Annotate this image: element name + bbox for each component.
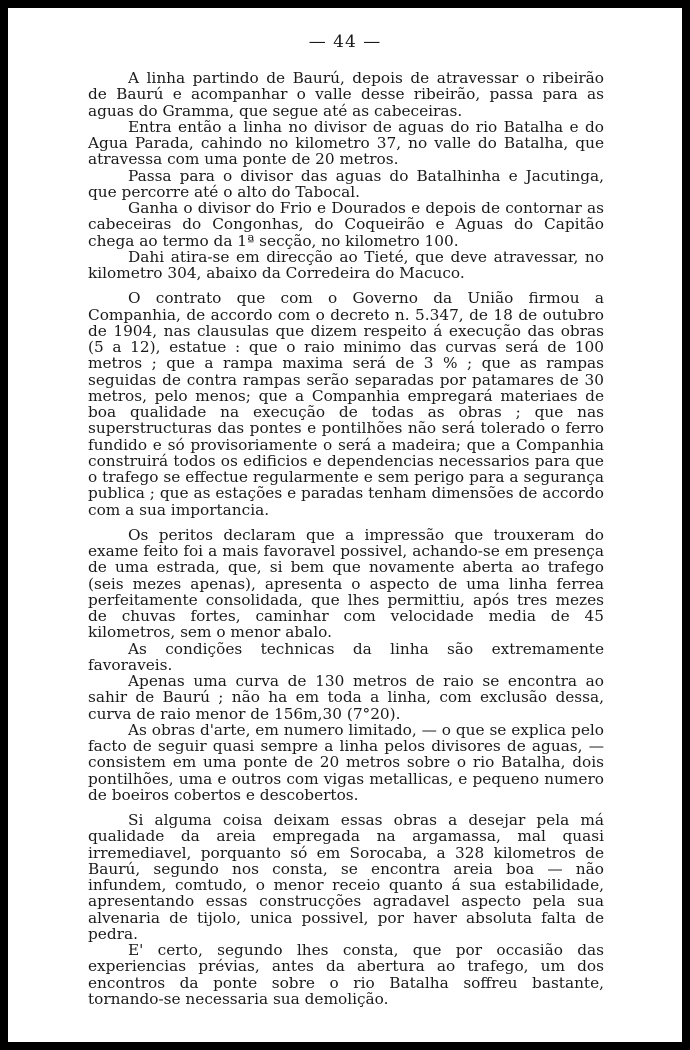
paragraph-technical-conditions: As condições technicas da linha são extremamente favoraveis.	[88, 639, 604, 674]
paragraph-contract: O contrato que com o Governo da União firmou a Companhia, de accordo com o decreto n. 5.347, de 18 de outubro de 1904, nas clausulas que dizem respeito á execução das obras (5 a 12), estatue : que o raio minimo das curvas será de 100 metros ; que a rampa maxima será de 3 % ; que as rampas seguidas de contra rampas serão separadas por patamares de 30 metros, pelo menos; que a Companhia empregará materiaes de boa qualidade na execução de todas as obras ; que nas superstructuras das pontes e pontilhões não será tolerado o ferro fundido e só provisoriamente o será a madeira; que a Companhia construirá todos os edificios e dependencias necessarios para que o trafego se effectue regularmente e sem perigo para a segurança publica ; que as estações e paradas tenham dimensões de accordo com a sua importancia.	[88, 289, 604, 519]
paragraph-curves: Apenas uma curva de 130 metros de raio se encontra ao sahir de Baurú ; não ha em toda a linha, com exclusão dessa, curva de raio menor de 156m,30 (7°20).	[88, 672, 604, 723]
body-text	[88, 70, 604, 1007]
paragraph-route-batalha: Entra então a linha no divisor de aguas do rio Batalha e do Agua Parada, cahindo no kilometro 37, no valle do Batalha, que atravessa com uma ponte de 20 metros.	[88, 117, 604, 169]
paragraph-bridge-demolition: E' certo, segundo lhes consta, que por occasião das experiencias prévias, antes da abertura ao trafego, um dos encontros da ponte sobre o rio Batalha soffreu bastante, tornando-se necessaria sua demolição.	[88, 941, 604, 1008]
paragraph-sand-quality: Si alguma coisa deixam essas obras a desejar pela má qualidade da areia empregada na argamassa, mal quasi irremediavel, porquanto só em Sorocaba, a 328 kilometros de Baurú, segundo nos consta, se encontra areia boa — não infundem, comtudo, o menor receio quanto á sua estabilidade, apresentando essas construcções agradavel aspecto pela sua alvenaria de tijolo, unica possivel, por haver absoluta falta de pedra.	[88, 811, 604, 943]
document-page	[8, 8, 682, 1042]
paragraph-route-tabocal: Passa para o divisor das aguas do Batalhinha e Jacutinga, que percorre até o alto do Tabocal.	[88, 166, 604, 201]
paragraph-route-bauru: A linha partindo de Baurú, depois de atravessar o ribeirão de Baurú e acompanhar o valle desse ribeirão, passa para as aguas do Gramma, que segue até as cabeceiras.	[88, 69, 604, 120]
paragraph-route-tiete: Dahi atira-se em direcção ao Tieté, que deve atravessar, no kilometro 304, abaixo da Corredeira do Macuco.	[88, 247, 604, 282]
page-number: — 44 —	[308, 32, 382, 52]
paragraph-experts: Os peritos declaram que a impressão que trouxeram do exame feito foi a mais favoravel possivel, achando-se em presença de uma estrada, que, si bem que novamente aberta ao trafego (seis mezes apenas), apresenta o aspecto de uma linha ferrea perfeitamente consolidada, que lhes permittiu, após tres mezes de chuvas fortes, caminhar com velocidade media de 45 kilometros, sem o menor abalo.	[88, 525, 604, 642]
paragraph-route-capitao: Ganha o divisor do Frio e Dourados e depois de contornar as cabeceiras do Congonhas, do Coqueirão e Aguas do Capitão chega ao termo da 1ª secção, no kilometro 100.	[88, 199, 604, 250]
paragraph-works-of-art: As obras d'arte, em numero limitado, — o que se explica pelo facto de seguir quasi sempre a linha pelos divisores de aguas, — consistem em uma ponte de 20 metros sobre o rio Batalha, dois pontilhões, uma e outros com vigas metallicas, e pequeno numero de boeiros cobertos e descobertos.	[88, 720, 604, 804]
